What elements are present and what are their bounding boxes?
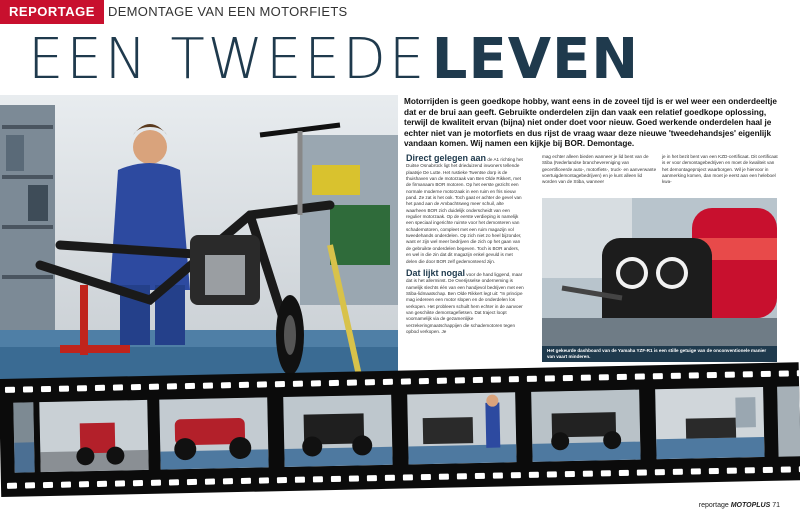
film-perforation [167, 383, 177, 389]
film-perforation [583, 471, 593, 477]
film-perforation [565, 471, 575, 477]
film-perforation [529, 472, 539, 478]
film-perforation [367, 475, 377, 481]
film-perforation [131, 384, 141, 390]
footer-section: reportage [698, 502, 729, 509]
film-perforation [761, 371, 771, 377]
film-perforation [115, 480, 125, 486]
film-perforation [95, 385, 105, 391]
film-perforation [725, 372, 735, 378]
film-perforation [43, 482, 53, 488]
film-perforation [707, 372, 717, 378]
film-perforation [7, 483, 17, 489]
footer-brand: MOTOPLUS [730, 502, 771, 509]
film-perforation [581, 375, 591, 381]
film-perforation [511, 472, 521, 478]
film-perforation [653, 373, 663, 379]
main-photo-mechanic-dismantling-motorcycle [0, 95, 398, 380]
section-title: DEMONTAGE VAN EEN MOTORFIETS [108, 4, 348, 19]
film-perforation [709, 468, 719, 474]
film-perforation [491, 376, 501, 382]
film-perforation [5, 387, 15, 393]
film-perforation [545, 375, 555, 381]
film-perforation [277, 477, 287, 483]
headline-part-2: LEVEN [431, 27, 640, 92]
film-perforation [329, 380, 339, 386]
subheading-dat-lijkt-nogal: Dat lijkt nogal [406, 267, 466, 278]
film-perforation [563, 375, 573, 381]
film-perforation [437, 378, 447, 384]
film-perforation [61, 482, 71, 488]
film-perforation [599, 374, 609, 380]
film-perforation [727, 468, 737, 474]
film-perforation [257, 381, 267, 387]
film-perforation [617, 374, 627, 380]
film-perforation [133, 480, 143, 486]
film-perforation [293, 381, 303, 387]
film-perforation [347, 380, 357, 386]
film-perforation [743, 371, 753, 377]
footer-page-number: 71 [772, 502, 780, 509]
film-perforation [59, 386, 69, 392]
subheading-direct-gelegen: Direct gelegen aan [406, 153, 487, 163]
film-perforation [223, 478, 233, 484]
article-column-2 [542, 154, 657, 186]
dashboard-photo-caption: Het gekeurde dashboard van de Yamaha YZF-R1 is een stille getuige van de onconventionele manier van vaart minderen. [542, 346, 777, 362]
film-perforation [311, 380, 321, 386]
page-footer [699, 500, 780, 512]
film-perforation [331, 476, 341, 482]
film-perforation [691, 468, 701, 474]
column-1-body-1: de A1 richting het Duitse Osnabrück ligt het drieduizend inwoners tellende plaatsje De Lutte. Het rustieke Twentse dorp is de thuishaven van de motorzaak van Ben Olde Rikkert, met de firmanaam BOR motoren. Op het eerste gezicht een normale moderne motorzaak in een ruim en fris nieuw pand. Ze zat is het ook. Toch gaat er achter de gevel van het pand aan de Ambachtsweg meer schuil, alte waarheen BOR zich duidelijk onderscheidt van een regulier motorzaak. Op de eerste verdieping is namelijk een speciaal ingerichte ruimte voor het demonteren van schademotoren, compleet met een ruim magazijn vol tweedehands onderdelen. Op zich niet zo heel bijzonder, want er zijn wel meer bedrijven die zich op het gaan van de gebruikte onderdelen begeven. Toch is BOR anders, en wel in die zin dat dit magazijn enkel gevuld is met delen die door BOR zelf gedemonteerd zijn. [406, 157, 523, 264]
film-frame-2 [159, 397, 268, 469]
film-perforation [637, 469, 647, 475]
film-perforation [383, 379, 393, 385]
film-perforation [275, 381, 285, 387]
film-perforation [655, 469, 665, 475]
film-perforation [619, 470, 629, 476]
film-perforation [79, 481, 89, 487]
film-perforation [439, 474, 449, 480]
film-perforation [241, 478, 251, 484]
film-perforation [25, 482, 35, 488]
film-perforation [689, 372, 699, 378]
intro-paragraph: Motorrijden is geen goedkope hobby, want eens in de zoveel tijd is er wel weer een onderdeeltje dat er de brui aan geeft. Gebruikte onderdelen zijn dan vaak een relatief goedkope oplossing, terwijl de kwaliteit ervan (bijna) niet onder doet voor nieuw. Goed werkende onderdelen haal je echter niet van je motorfiets en dus rijst de vraag waar deze nieuwe 'tweedehandsjes' eigenlijk vandaan komen. Wij namen een kijkje bij BOR. Demontage. [404, 97, 777, 149]
section-tag: REPORTAGE [0, 0, 104, 24]
film-perforation [527, 376, 537, 382]
film-frame-4 [407, 392, 516, 464]
headline [28, 27, 788, 92]
dashboard-photo [542, 198, 777, 360]
column-1-body-2: voor de hand liggend, maar dat is het allerminst. De Overijsselse onderneming is namelijk slechts één van een handjevol bedrijven met een Stiba-lidmaatschap. Ben Olde Rikkert legt uit: "In principe mag iedereen een motor slopen en de onderdelen los verkopen. Het probleem schuilt hem echter in de aanvoer van geschikte demontagefietsen. Dat traject loopt voornamelijk via de gezamenlijke verzekeringmaatschappijen die schademotoren tegen opbod verkopen. Je [406, 271, 524, 334]
film-perforation [203, 383, 213, 389]
film-perforation [455, 377, 465, 383]
film-frame-3 [283, 395, 392, 467]
film-perforation [259, 477, 269, 483]
film-perforation [187, 479, 197, 485]
film-perforation [185, 383, 195, 389]
film-perforation [169, 479, 179, 485]
film-perforation [295, 477, 305, 483]
article-column-1 [406, 154, 524, 335]
film-perforation [475, 473, 485, 479]
film-perforation [365, 379, 375, 385]
film-frame-partial-right [777, 386, 800, 456]
film-strip [0, 362, 800, 497]
film-perforation [77, 385, 87, 391]
film-perforation [673, 469, 683, 475]
film-perforation [745, 467, 755, 473]
film-frame-1 [39, 400, 148, 472]
film-perforation [205, 479, 215, 485]
film-frame-5 [531, 390, 640, 462]
film-perforation [671, 373, 681, 379]
film-perforation [509, 376, 519, 382]
film-frame-6 [655, 387, 764, 459]
film-perforation [41, 386, 51, 392]
film-perforation [149, 384, 159, 390]
column-2-body: mag echter alleen bieden wanneer je lid bent van de Stiba (Nederlandse branchevereniging van gecertificeerde auto-, motorfiets-, truck- en aanverwante voertuigdemontagebedrijven) en je kunt alleen lid worden van de Stiba, wanneer [542, 154, 657, 185]
film-perforation [419, 378, 429, 384]
film-perforation [239, 382, 249, 388]
film-perforation [23, 386, 33, 392]
headline-part-1: EEN TWEEDE [28, 27, 428, 92]
film-perforation [473, 377, 483, 383]
film-perforation [403, 474, 413, 480]
film-perforation [601, 470, 611, 476]
film-perforation [547, 471, 557, 477]
film-perforation [763, 467, 773, 473]
film-perforation [779, 370, 789, 376]
film-perforation [313, 476, 323, 482]
film-perforation [635, 373, 645, 379]
film-perforation [493, 472, 503, 478]
film-perforation [221, 382, 231, 388]
film-perforation [385, 475, 395, 481]
film-perforation [151, 480, 161, 486]
film-perforation [401, 378, 411, 384]
column-3-body: je in het bezit bent van een KZD-certificaat. Dit certificaat is er voor demontagebedrijven en moet de kwaliteit van het demontageproject waarborgen. Wil je hiervoor in aanmerking komen, dan moet je eerst aan een heleboel kwa- [662, 154, 778, 185]
film-perforation [349, 475, 359, 481]
film-frame-partial [13, 402, 34, 472]
film-perforation [97, 481, 107, 487]
film-perforation [781, 466, 791, 472]
article-column-3 [662, 154, 780, 186]
film-perforation [457, 473, 467, 479]
film-perforation [421, 474, 431, 480]
film-perforation [113, 384, 123, 390]
